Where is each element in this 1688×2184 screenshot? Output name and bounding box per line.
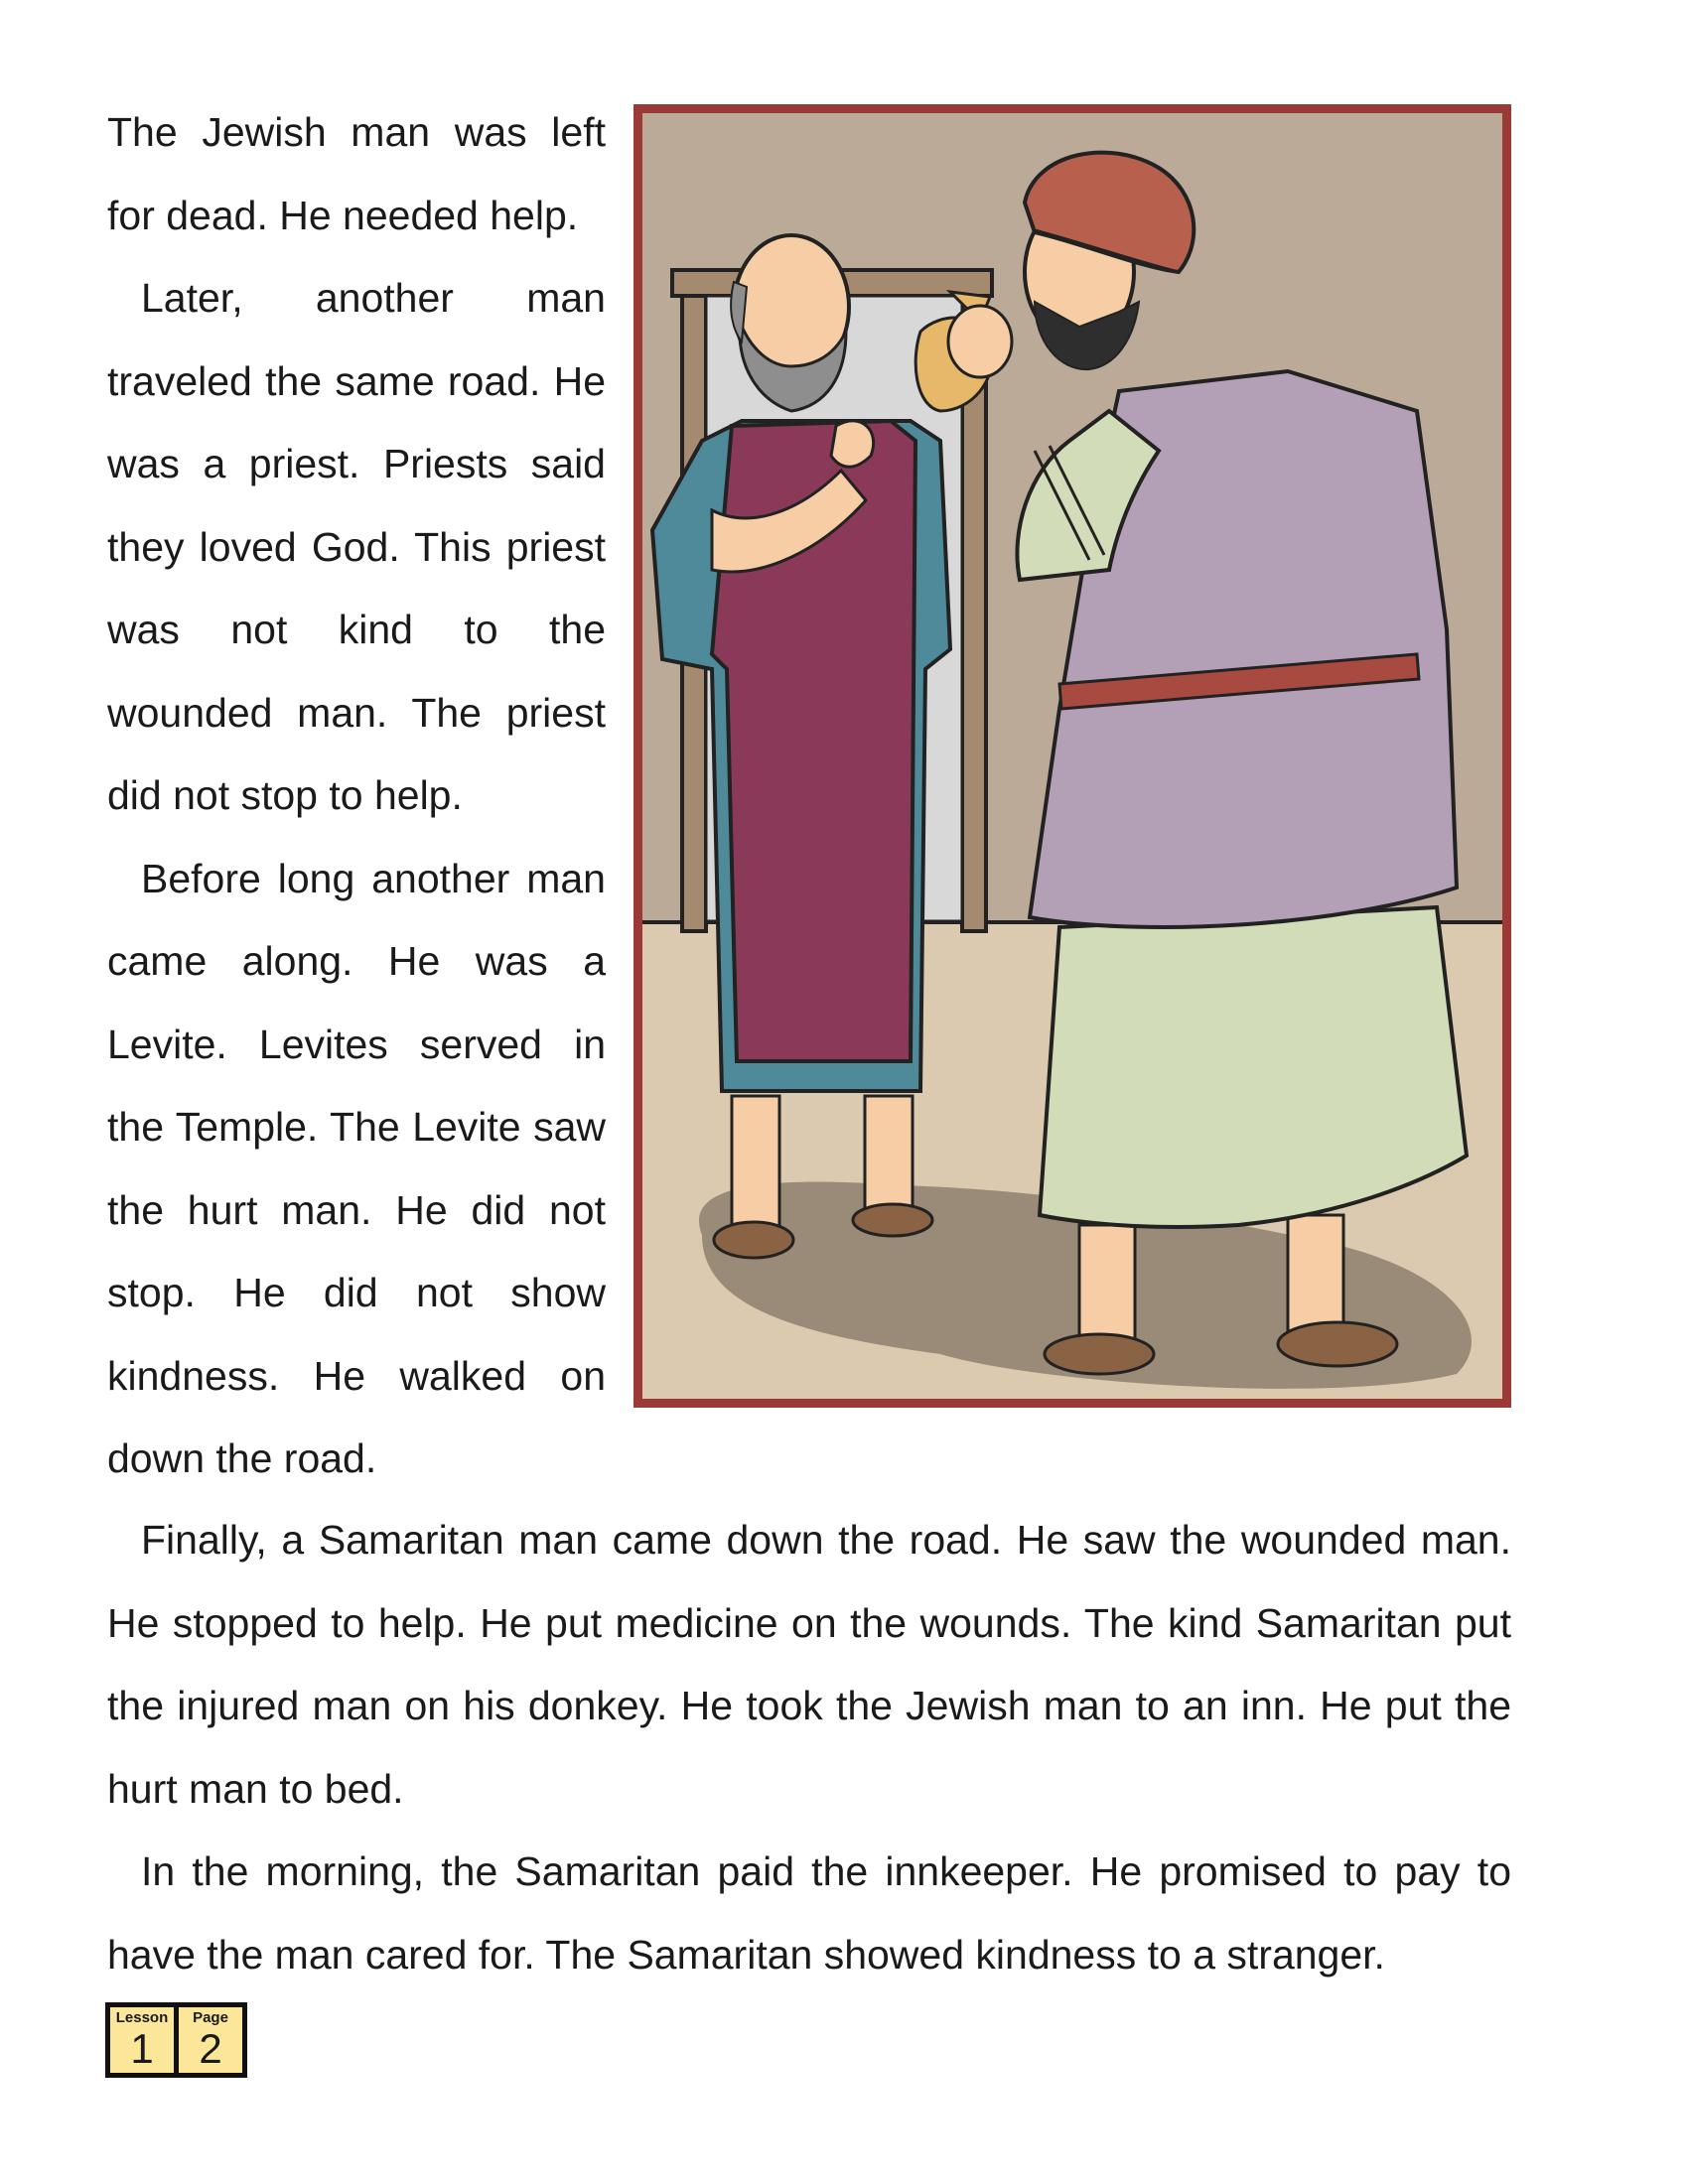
paragraph-samaritan-helps: Finally, a Samaritan man came down the road. He saw the wounded man. He stopped to help. He put medicine on the wounds. The kind Samaritan put the injured man on his donkey. He took the Jewish man to an inn. He put the hurt man to bed. [107,1517,1511,1812]
paragraph-samaritan-pays: In the morning, the Samaritan paid the innkeeper. He promised to pay to have the man cared for. The Samaritan showed kindness to a stranger. [107,1848,1511,1978]
page-label: Page [193,2009,228,2026]
paragraph-priest: Later, another man traveled the same road. He was a priest. Priests said they loved God. This priest was not kind to the wounded man. The priest did not stop to help. [107,275,606,818]
lesson-number: 1 [130,2025,154,2072]
lesson-badge [105,2002,179,2078]
story-illustration [633,104,1511,1408]
story-full-width-text [107,1499,1511,1996]
page-badge [174,2002,247,2078]
story-column-text [107,91,606,1501]
page-footer-badges [105,2002,247,2078]
illustration-priest-and-man [642,113,1502,1399]
paragraph-levite: Before long another man came along. He was a Levite. Levites served in the Temple. The Levite saw the hurt man. He did not stop. He did not show kindness. He walked on down the road. [107,855,606,1481]
page-number: 2 [199,2025,222,2072]
paragraph-left-for-dead: The Jewish man was left for dead. He needed help. [107,109,606,238]
lesson-label: Lesson [115,2009,169,2026]
